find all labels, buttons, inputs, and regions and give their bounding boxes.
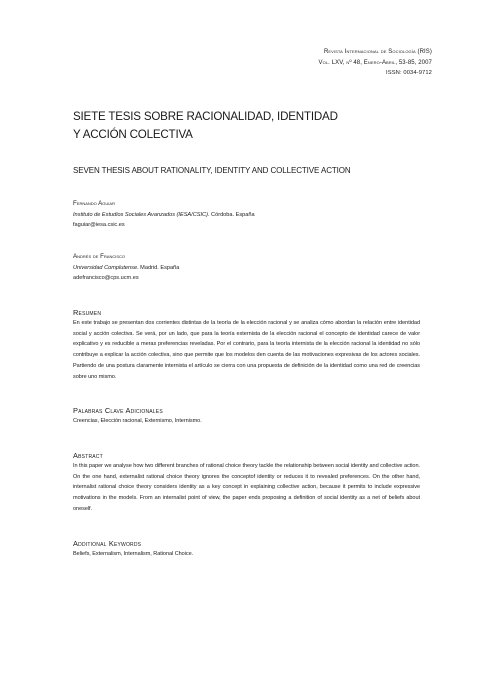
abstract-section [73,451,420,515]
abstract-text: In this paper we analyse how two different branches of rational choice theory tackle the relationship between social identity and collective action. On the one hand, externalist rational choice theory ignores the conceptof identity or reduces it to revealed preferences. On the other hand, internalist rational choice theory considers identity as a key concept in explaining collective action, because it permits to include expressive motivations in the models. From an internalist point of view, the paper ends proposing a definition of social identity as a net of beliefs about oneself. [73,463,420,512]
resumen-text: En este trabajo se presentan dos corrientes distintas de la teoría de la elección racional y se analiza cómo abordan la relación entre identidad social y acción colectiva. Se verá, por un lado, que para la teoría externista de la elección racional el concepto de identidad carece de valor explicativo y es reducible a meras preferencias reveladas. Por el contrario, para la teoría internista de la elección racional la identidad no sólo contribuye a explicar la acción colectiva, sino que permite que los modelos den cuenta de las motivaciones expresivas de los actores sociales. Partiendo de una postura claramente internista el artículo se cierra con una propuesta de definición de la identidad como una red de creencias sobre uno mismo. [73,320,420,380]
keywords-text: Beliefs, Externalism, Internalism, Rational Choice. [73,551,194,557]
article-title [73,108,413,144]
resumen-section [73,308,420,382]
author-email[interactable]: faguiar@iesa.csic.es [73,222,125,229]
palabras-clave-section [73,406,420,427]
author-affiliation [73,210,433,221]
author-location: . Córdoba. España [207,211,255,218]
palabras-clave-text: Creencias, Elección racional, Externismo, Internismo. [73,418,202,424]
palabras-clave-heading: Palabras Clave Adicionales [73,406,163,415]
author-name: Andrés de Francisco [73,253,126,260]
author-block [73,252,433,284]
resumen-heading: Resumen [73,308,102,317]
author-block [73,199,433,231]
author-email[interactable]: adefrancisco@cps.ucm.es [73,275,139,282]
author-institution: Universidad Complutense [73,264,138,271]
journal-header [212,47,432,79]
author-location: . Madrid. España [137,264,180,271]
author-affiliation [73,263,433,274]
abstract-heading: Abstract [73,451,103,460]
article-subtitle: SEVEN THESIS ABOUT RATIONALITY, IDENTITY AND COLLECTIVE ACTION [73,166,351,175]
keywords-heading: Additional Keywords [73,539,142,548]
journal-issn: ISSN: 0034-9712 [386,70,432,76]
title-line-2: Y ACCIÓN COLECTIVA [73,128,193,141]
author-name: Fernando Aguiar [73,200,115,207]
journal-name: Revista Internacional de Sociología (RIS) [323,49,432,55]
title-line-1: SIETE TESIS SOBRE RACIONALIDAD, IDENTIDAD [73,110,338,123]
keywords-section [73,539,420,560]
journal-volume: Vol. LXV, nº 48, Enero-Abril, 53-85, 2007 [318,59,432,66]
author-institution: Instituto de Estudios Sociales Avanzados (IESA/CSIC) [73,211,208,218]
